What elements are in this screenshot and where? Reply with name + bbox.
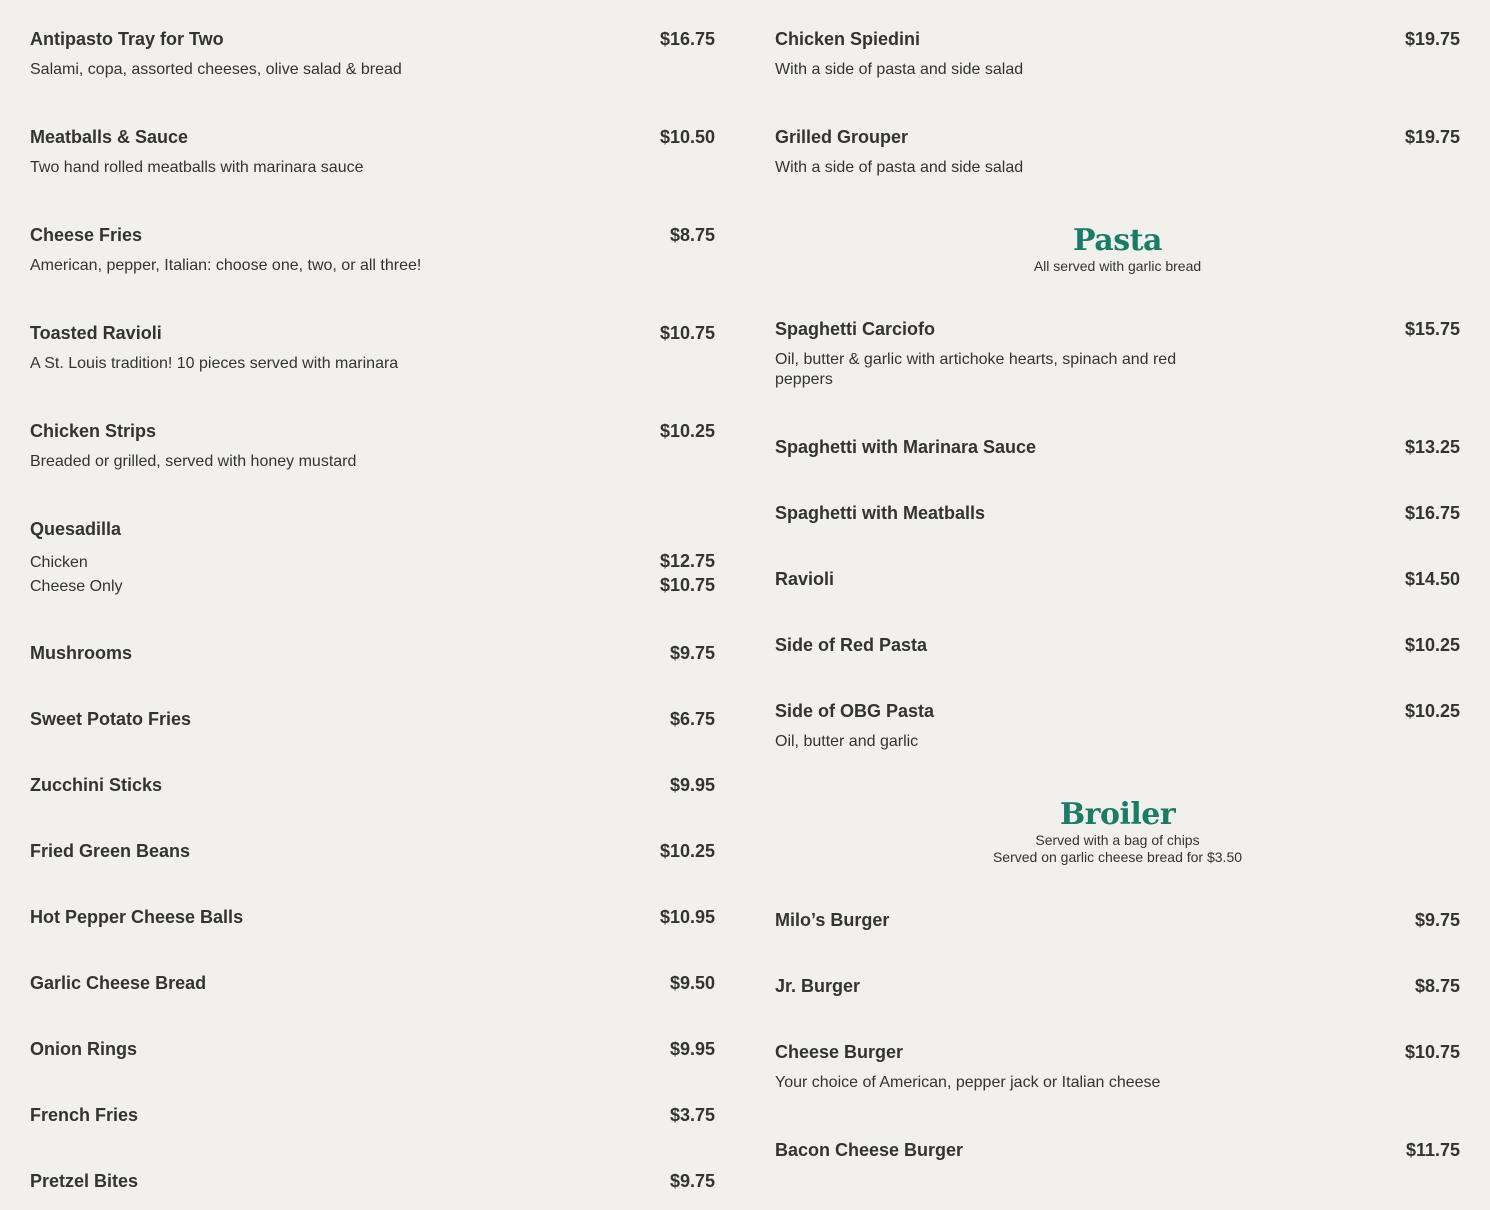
- variant-price: $12.75: [659, 551, 715, 571]
- item-name: Bacon Cheese Burger: [775, 1140, 964, 1160]
- section-note: All served with garlic bread: [1033, 258, 1202, 274]
- item-description: Salami, copa, assorted cheeses, olive salad & bread: [30, 61, 402, 78]
- item-price: $10.25: [659, 421, 715, 441]
- pasta-section-header: [775, 224, 1460, 275]
- item-price: $6.75: [669, 709, 715, 729]
- menu-item: [30, 708, 715, 730]
- section-title: Pasta: [1073, 223, 1162, 258]
- item-name: Fried Green Beans: [30, 841, 191, 861]
- menu-item: [30, 774, 715, 796]
- item-price: $10.75: [659, 323, 715, 343]
- item-price: $8.75: [669, 225, 715, 245]
- item-description: With a side of pasta and side salad: [775, 61, 1024, 78]
- item-name: Toasted Ravioli: [30, 323, 162, 343]
- menu-item: [30, 1170, 715, 1192]
- item-name: Cheese Burger: [775, 1042, 904, 1062]
- menu-item: [775, 126, 1460, 178]
- item-price: $16.75: [659, 29, 715, 49]
- item-name: Mushrooms: [30, 643, 133, 663]
- item-name: Chicken Spiedini: [775, 29, 921, 49]
- menu-item: [30, 906, 715, 928]
- menu-item: [30, 420, 715, 472]
- item-price: $9.50: [669, 973, 715, 993]
- menu-item: [30, 224, 715, 276]
- menu-item: [775, 502, 1460, 524]
- item-name: Sweet Potato Fries: [30, 709, 192, 729]
- item-description: Breaded or grilled, served with honey mustard: [30, 453, 357, 470]
- item-price: $13.25: [1404, 437, 1460, 457]
- item-name: Meatballs & Sauce: [30, 127, 189, 147]
- item-price: $9.95: [669, 1039, 715, 1059]
- menu-item: [30, 126, 715, 178]
- item-price: $10.75: [1404, 1042, 1460, 1062]
- item-price: $10.25: [1404, 635, 1460, 655]
- menu-item: [30, 840, 715, 862]
- variant-price: $10.75: [659, 575, 715, 595]
- item-price: $9.75: [669, 643, 715, 663]
- item-price: $19.75: [1404, 29, 1460, 49]
- item-name: Spaghetti with Meatballs: [775, 503, 986, 523]
- item-name: Onion Rings: [30, 1039, 137, 1059]
- item-price: $9.75: [669, 1171, 715, 1191]
- menu-item: [775, 1041, 1460, 1093]
- item-name: Hot Pepper Cheese Balls: [30, 907, 244, 927]
- item-name: Grilled Grouper: [775, 127, 909, 147]
- item-price: $10.50: [659, 127, 715, 147]
- menu-item: [775, 700, 1460, 752]
- item-name: Chicken Strips: [30, 421, 157, 441]
- item-price: $10.25: [659, 841, 715, 861]
- section-note: Served with a bag of chips: [1035, 832, 1200, 848]
- item-description: A St. Louis tradition! 10 pieces served with marinara: [30, 355, 399, 372]
- menu-item: [775, 975, 1460, 997]
- item-name: Quesadilla: [30, 519, 122, 539]
- section-note: Served on garlic cheese bread for $3.50: [992, 849, 1243, 865]
- item-name: Pretzel Bites: [30, 1171, 139, 1191]
- variant-label: Cheese Only: [30, 578, 123, 595]
- item-description: With a side of pasta and side salad: [775, 159, 1024, 176]
- menu-item: [30, 1038, 715, 1060]
- menu-item: [775, 28, 1460, 80]
- menu-item: [30, 28, 715, 80]
- item-name: Jr. Burger: [775, 976, 861, 996]
- menu-item: [775, 1139, 1460, 1161]
- item-name: Garlic Cheese Bread: [30, 973, 207, 993]
- menu-item: [775, 436, 1460, 458]
- menu-item: [775, 318, 1460, 390]
- item-price: $11.75: [1405, 1140, 1460, 1160]
- menu-item: [30, 972, 715, 994]
- item-name: Milo’s Burger: [775, 910, 890, 930]
- item-price: $8.75: [1414, 976, 1460, 996]
- item-name: Zucchini Sticks: [30, 775, 163, 795]
- item-name: Ravioli: [775, 569, 835, 589]
- variant-label: Chicken: [30, 554, 88, 571]
- section-title: Broiler: [1059, 797, 1176, 832]
- item-name: Cheese Fries: [30, 225, 143, 245]
- item-name: Antipasto Tray for Two: [30, 29, 224, 49]
- item-price: $10.25: [1404, 701, 1460, 721]
- item-name: Spaghetti with Marinara Sauce: [775, 437, 1037, 457]
- broiler-section-header: [775, 798, 1460, 866]
- item-description: Oil, butter & garlic with artichoke hearts, spinach and red peppers: [775, 351, 1177, 388]
- item-price: $9.95: [669, 775, 715, 795]
- menu-item: [30, 1104, 715, 1126]
- menu-item: [30, 642, 715, 664]
- item-variant: [30, 574, 715, 598]
- item-name: French Fries: [30, 1105, 139, 1125]
- item-price: $10.95: [659, 907, 715, 927]
- item-description: American, pepper, Italian: choose one, two, or all three!: [30, 257, 422, 274]
- item-price: $9.75: [1414, 910, 1460, 930]
- item-description: Your choice of American, pepper jack or Italian cheese: [775, 1074, 1161, 1091]
- item-description: Two hand rolled meatballs with marinara sauce: [30, 159, 364, 176]
- item-name: Spaghetti Carciofo: [775, 319, 936, 339]
- menu-item: [30, 322, 715, 374]
- item-price: $19.75: [1404, 127, 1460, 147]
- item-variant: [30, 550, 715, 574]
- menu-item: [775, 634, 1460, 656]
- menu-item-quesadilla: [30, 518, 715, 598]
- item-price: $15.75: [1404, 319, 1460, 339]
- item-description: Oil, butter and garlic: [775, 733, 919, 750]
- item-name: Side of Red Pasta: [775, 635, 928, 655]
- item-price: $3.75: [669, 1105, 715, 1125]
- menu-item: [775, 568, 1460, 590]
- item-name: Side of OBG Pasta: [775, 701, 935, 721]
- item-price: $14.50: [1404, 569, 1460, 589]
- menu-item: [775, 909, 1460, 931]
- item-price: $16.75: [1404, 503, 1460, 523]
